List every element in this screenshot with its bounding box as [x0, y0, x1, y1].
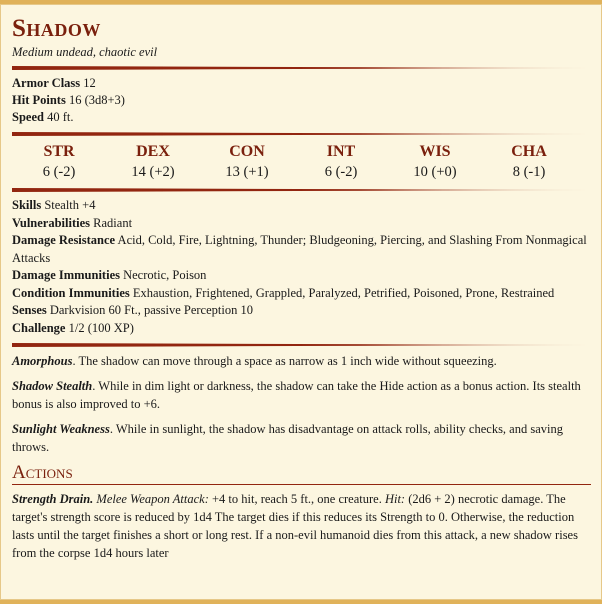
ability-scores	[12, 142, 591, 182]
ability-label: STR	[43, 143, 75, 160]
section-divider	[12, 66, 591, 70]
senses-value: Darkvision 60 Ft., passive Perception 10	[49, 303, 253, 317]
damage-resistance-label: Damage Resistance	[12, 233, 116, 247]
action-name: Strength Drain.	[12, 492, 94, 506]
damage-resistance	[12, 232, 591, 267]
trait-name: Sunlight Weakness	[12, 422, 110, 436]
skills	[12, 197, 591, 215]
armor-class-value: 12	[83, 76, 96, 90]
action-hit-label: Hit:	[384, 492, 406, 506]
trait-text: . The shadow can move through a space as narrow as 1 inch wide without squeezing.	[72, 354, 497, 368]
ability-label: CHA	[511, 143, 547, 160]
hit-points-value: 16 (3d8+3)	[68, 93, 125, 107]
actions-heading: Actions	[12, 463, 591, 485]
ability-value: 14 (+2)	[131, 164, 175, 180]
ability-dex	[106, 142, 200, 182]
trait-sunlight-weakness	[12, 420, 591, 456]
damage-immunities-label: Damage Immunities	[12, 268, 120, 282]
vulnerabilities	[12, 215, 591, 233]
challenge	[12, 320, 591, 338]
ability-label: WIS	[419, 143, 451, 160]
condition-immunities	[12, 285, 591, 303]
properties	[12, 197, 591, 337]
monster-name: Shadow	[12, 15, 101, 42]
damage-resistance-value: Acid, Cold, Fire, Lightning, Thunder; Bludgeoning, Piercing, and Slashing From Nonmagical Attacks	[12, 233, 587, 265]
ability-str	[12, 142, 106, 182]
armor-class-label: Armor Class	[12, 76, 81, 90]
trait-amorphous	[12, 352, 591, 370]
trait-name: Shadow Stealth	[12, 379, 93, 393]
action-hit-text: (2d6 + 2) necrotic damage. The target's strength score is reduced by 1d4 The target dies if this reduces its Strength to 0. Otherwise, the reduction lasts until the target finishes a short or long rest. If a non-evil humanoid dies from this attack, a new shadow rises from the corpse 1d4 hours later	[12, 492, 578, 560]
damage-immunities-value: Necrotic, Poison	[123, 268, 207, 282]
trait-shadow-stealth	[12, 377, 591, 413]
skills-label: Skills	[12, 198, 42, 212]
trait-text: . While in sunlight, the shadow has disadvantage on attack rolls, ability checks, and saving throws.	[12, 422, 563, 454]
condition-immunities-label: Condition Immunities	[12, 285, 130, 300]
armor-class	[12, 75, 591, 92]
ability-label: INT	[326, 143, 356, 160]
senses	[12, 302, 591, 320]
ability-int	[294, 142, 388, 182]
vulnerabilities-value: Radiant	[93, 215, 133, 230]
ability-wis	[388, 142, 482, 182]
condition-immunities-value: Exhaustion, Frightened, Grappled, Paralyzed, Petrified, Poisoned, Prone, Restrained	[132, 285, 555, 300]
hit-points-label: Hit Points	[12, 93, 66, 107]
speed-value: 40 ft.	[47, 110, 74, 124]
section-divider	[12, 343, 591, 347]
section-divider	[12, 132, 591, 136]
ability-con	[200, 142, 294, 182]
damage-immunities	[12, 267, 591, 285]
trait-name: Amorphous	[12, 354, 73, 368]
ability-value: 8 (-1)	[512, 164, 546, 180]
ability-label: DEX	[136, 143, 170, 160]
ability-value: 6 (-2)	[324, 164, 358, 180]
ability-cha	[482, 142, 576, 182]
speed	[12, 109, 591, 126]
hit-points	[12, 92, 591, 109]
vulnerabilities-label: Vulnerabilities	[12, 215, 91, 230]
ability-value: 6 (-2)	[42, 164, 76, 180]
action-attack-text: +4 to hit, reach 5 ft., one creature.	[208, 492, 385, 506]
monster-subtitle: Medium undead, chaotic evil	[12, 45, 158, 59]
action-strength-drain	[12, 490, 591, 562]
challenge-value: 1/2 (100 XP)	[68, 320, 134, 335]
ability-value: 13 (+1)	[225, 164, 269, 180]
section-divider	[12, 188, 591, 192]
speed-label: Speed	[12, 110, 44, 124]
ability-label: CON	[229, 143, 265, 160]
skills-value: Stealth +4	[44, 198, 96, 212]
trait-text: . While in dim light or darkness, the shadow can take the Hide action as a bonus action. Its stealth bonus is also improved to +6.	[12, 379, 581, 411]
senses-label: Senses	[12, 303, 47, 317]
challenge-label: Challenge	[12, 320, 66, 335]
action-attack-type: Melee Weapon Attack:	[96, 492, 209, 506]
ability-value: 10 (+0)	[413, 164, 457, 180]
